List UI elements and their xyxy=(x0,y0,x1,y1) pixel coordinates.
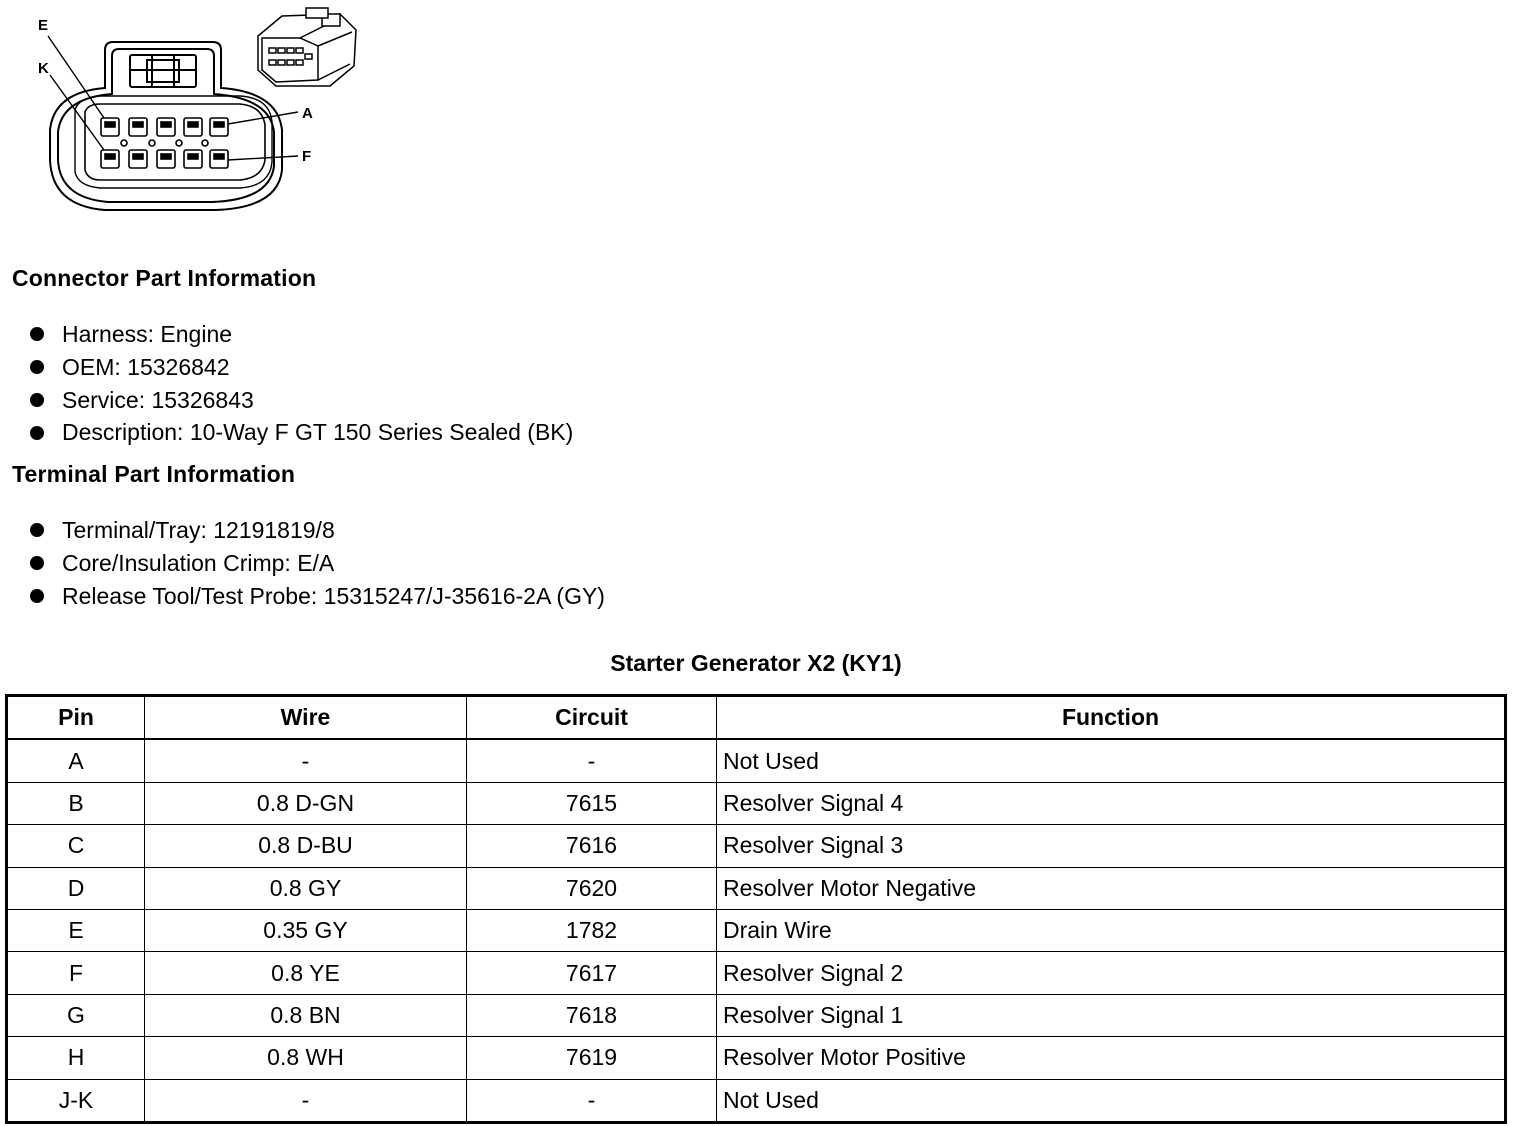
cell-pin: B xyxy=(7,782,145,824)
list-item-text: Service: 15326843 xyxy=(62,386,254,413)
list-item-text: Release Tool/Test Probe: 15315247/J-35616-2A (GY) xyxy=(62,582,605,609)
cell-wire: 0.8 D-GN xyxy=(145,782,467,824)
cell-function: Resolver Signal 3 xyxy=(717,825,1506,867)
table-row xyxy=(7,1079,1506,1122)
bullet-icon xyxy=(30,589,44,603)
list-item xyxy=(30,547,605,580)
terminal-info-list xyxy=(30,514,605,612)
bullet-icon xyxy=(30,523,44,537)
cell-circuit: - xyxy=(467,739,717,782)
list-item-text: Harness: Engine xyxy=(62,321,233,347)
cell-pin: H xyxy=(7,1037,145,1079)
cell-wire: 0.8 GY xyxy=(145,867,467,909)
label-k: K xyxy=(38,60,49,77)
header-pin: Pin xyxy=(7,696,145,740)
cell-function: Not Used xyxy=(717,739,1506,782)
list-item xyxy=(30,384,573,417)
cell-circuit: 7619 xyxy=(467,1037,717,1079)
bullet-icon xyxy=(30,327,44,341)
connector-perspective-view xyxy=(258,8,356,86)
cell-pin: J-K xyxy=(7,1079,145,1122)
cell-circuit: 7618 xyxy=(467,994,717,1036)
table-title: Starter Generator X2 (KY1) xyxy=(610,650,902,676)
cell-pin: C xyxy=(7,825,145,867)
cell-circuit: 7620 xyxy=(467,867,717,909)
cell-function: Resolver Motor Negative xyxy=(717,867,1506,909)
cell-wire: 0.8 WH xyxy=(145,1037,467,1079)
table-row xyxy=(7,825,1506,867)
header-circuit: Circuit xyxy=(467,696,717,740)
cell-function: Resolver Signal 2 xyxy=(717,952,1506,994)
list-item-text: Terminal/Tray: 12191819/8 xyxy=(62,517,335,543)
cell-circuit: 7616 xyxy=(467,825,717,867)
table-row xyxy=(7,952,1506,994)
list-item-text: Description: 10-Way F GT 150 Series Sealed (BK) xyxy=(62,419,574,446)
list-item xyxy=(30,318,573,351)
pin-table xyxy=(5,694,1507,1124)
cell-function: Drain Wire xyxy=(717,909,1506,951)
connector-info-list xyxy=(30,318,573,449)
cell-circuit: 7617 xyxy=(467,952,717,994)
cell-circuit: 1782 xyxy=(467,909,717,951)
label-f: F xyxy=(302,148,312,165)
bullet-icon xyxy=(30,426,44,440)
cell-function: Resolver Signal 4 xyxy=(717,782,1506,824)
table-row xyxy=(7,909,1506,951)
list-item xyxy=(30,580,605,613)
terminal-info-heading: Terminal Part Information xyxy=(12,461,296,487)
cell-pin: D xyxy=(7,867,145,909)
bullet-icon xyxy=(30,556,44,570)
cell-wire: 0.8 YE xyxy=(145,952,467,994)
label-a: A xyxy=(302,105,313,122)
cell-wire: 0.35 GY xyxy=(145,909,467,951)
cell-wire: 0.8 BN xyxy=(145,994,467,1036)
table-row xyxy=(7,994,1506,1036)
connector-info-heading: Connector Part Information xyxy=(12,265,317,291)
header-wire: Wire xyxy=(145,696,467,740)
cell-pin: E xyxy=(7,909,145,951)
list-item xyxy=(30,416,573,449)
list-item xyxy=(30,351,573,384)
cell-wire: - xyxy=(145,1079,467,1122)
bullet-icon xyxy=(30,360,44,374)
bullet-icon xyxy=(30,393,44,407)
list-item-text: OEM: 15326842 xyxy=(62,353,230,380)
connector-diagram xyxy=(0,0,370,225)
label-e: E xyxy=(38,17,49,34)
table-row xyxy=(7,782,1506,824)
table-row xyxy=(7,1037,1506,1079)
cell-wire: 0.8 D-BU xyxy=(145,825,467,867)
cell-function: Not Used xyxy=(717,1079,1506,1122)
cell-pin: F xyxy=(7,952,145,994)
cell-wire: - xyxy=(145,739,467,782)
table-row xyxy=(7,867,1506,909)
cell-pin: G xyxy=(7,994,145,1036)
cell-function: Resolver Motor Positive xyxy=(717,1037,1506,1079)
list-item-text: Core/Insulation Crimp: E/A xyxy=(62,549,335,576)
terminal-cavities xyxy=(101,118,228,168)
table-header-row xyxy=(7,696,1506,740)
header-function: Function xyxy=(717,696,1506,740)
cell-circuit: - xyxy=(467,1079,717,1122)
list-item xyxy=(30,514,605,547)
table-row xyxy=(7,739,1506,782)
cell-function: Resolver Signal 1 xyxy=(717,994,1506,1036)
cell-circuit: 7615 xyxy=(467,782,717,824)
cell-pin: A xyxy=(7,739,145,782)
